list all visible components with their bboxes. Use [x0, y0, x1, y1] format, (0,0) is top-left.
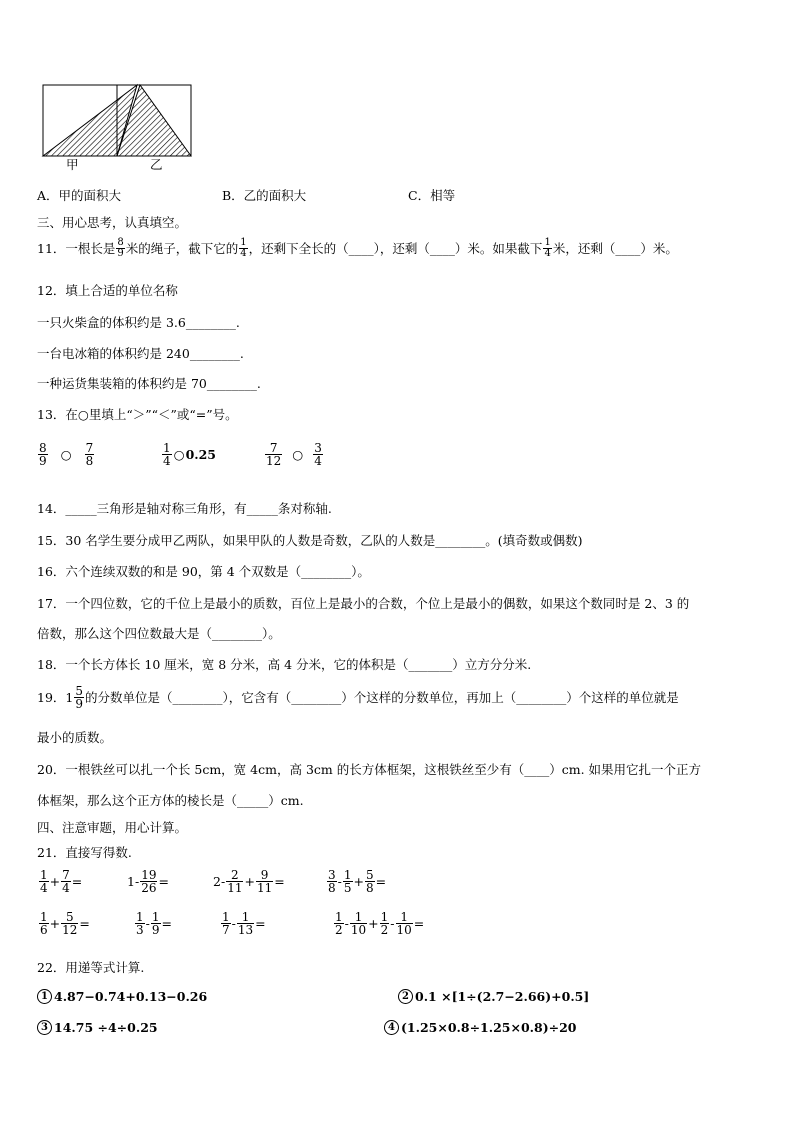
fraction-1-4: $\frac{1}{4}$: [240, 237, 247, 259]
question-20-line-1: 20．一根铁丝可以扎一个长 5cm，宽 4cm，高 3cm 的长方体框架，这根铁丝至少有（____）cm. 如果用它扎一个正方: [37, 762, 702, 777]
compare-circle[interactable]: ○: [173, 447, 185, 462]
question-12-line-1: 一只火柴盒的体积约是 3.6________.: [37, 315, 240, 330]
calc-item-2: 2 0.1 ×[1÷(2.7−2.66)+0.5]: [398, 989, 589, 1004]
expr-6: $\frac{1}{3}$ - $\frac{1}{9}$ =: [136, 910, 172, 937]
compare-circle[interactable]: ○: [60, 447, 72, 462]
question-21-title: 21．直接写得数.: [37, 845, 132, 860]
compare-2: $\frac{1}{4}$ ○ 0.25: [163, 441, 217, 468]
question-12-title: 12．填上合适的单位名称: [37, 283, 178, 298]
expr-8: $\frac{1}{2}$ - $\frac{1}{10}$ + $\frac{1}{2}$ - $\frac{1}{10}$ =: [335, 910, 425, 937]
question-19-line-2: 最小的质数。: [37, 730, 113, 745]
figure-label-jia: 甲: [66, 157, 79, 172]
expr-3: 2- $\frac{2}{11}$ + $\frac{9}{11}$ =: [213, 868, 285, 895]
figure-label-yi: 乙: [150, 157, 163, 172]
expr-1: $\frac{1}{4}$ + $\frac{7}{4}$ =: [40, 868, 83, 895]
compare-circle[interactable]: ○: [292, 447, 304, 462]
question-13-title: 13．在○里填上“＞”“＜”或“=”号。: [37, 407, 238, 422]
expr-7: $\frac{1}{7}$ - $\frac{1}{13}$ =: [222, 910, 266, 937]
calc-item-3: 3 14.75 ÷4÷0.25: [37, 1020, 158, 1035]
question-15: 15．30 名学生要分成甲乙两队，如果甲队的人数是奇数，乙队的人数是________。(填奇数或偶数): [37, 533, 583, 548]
question-17-line-2: 倍数，那么这个四位数最大是（________）。: [37, 626, 281, 641]
option-c[interactable]: C．相等: [408, 188, 456, 203]
question-22-title: 22．用递等式计算.: [37, 960, 145, 975]
section-three-heading: 三、用心思考，认真填空。: [37, 215, 188, 230]
expr-5: $\frac{1}{6}$ + $\frac{5}{12}$ =: [40, 910, 90, 937]
question-20-line-2: 体框架，那么这个正方体的棱长是（_____）cm.: [37, 793, 304, 808]
section-four-heading: 四、注意审题，用心计算。: [37, 820, 188, 835]
circled-number-4: 4: [384, 1020, 399, 1035]
expr-2: 1- $\frac{19}{26}$ =: [127, 868, 169, 895]
compare-1: $\frac{8}{9}$ ○ $\frac{7}{8}$: [39, 441, 94, 468]
fraction-1-4-second: $\frac{1}{4}$: [544, 237, 551, 259]
calc-item-1: 1 4.87−0.74+0.13−0.26: [37, 989, 207, 1004]
fraction-5-9: $\frac{5}{9}$: [75, 684, 83, 711]
question-17-line-1: 17．一个四位数，它的千位上是最小的质数，百位上是最小的合数，个位上是最小的偶数，如果这个数同时是 2、3 的: [37, 596, 690, 611]
circled-number-2: 2: [398, 989, 413, 1004]
question-19: 19． 1 $\frac{5}{9}$ 的分数单位是（________），它含有（________）个这样的分数单位，再加上（________）个这样的单位就是: [37, 684, 679, 711]
option-b[interactable]: B．乙的面积大: [222, 188, 307, 203]
fraction-8-9: $\frac{8}{9}$: [117, 237, 124, 259]
circled-number-1: 1: [37, 989, 52, 1004]
calc-item-4: 4 (1.25×0.8÷1.25×0.8)÷20: [384, 1020, 577, 1035]
option-a[interactable]: A．甲的面积大: [37, 188, 122, 203]
compare-3: $\frac{7}{12}$ ○ $\frac{3}{4}$: [266, 441, 322, 468]
question-12-line-3: 一种运货集装箱的体积约是 70________.: [37, 376, 261, 391]
question-16: 16．六个连续双数的和是 90，第 4 个双数是（________）。: [37, 564, 370, 579]
expr-4: $\frac{3}{8}$ - $\frac{1}{5}$ + $\frac{5}{8}$ =: [328, 868, 387, 895]
question-18: 18．一个长方体长 10 厘米，宽 8 分米，高 4 分米，它的体积是（_______）立方分分米.: [37, 657, 532, 672]
area-comparison-figure: [40, 82, 195, 172]
question-11: 11．一根长是 $\frac{8}{9}$ 米的绳子，截下它的 $\frac{1}{4}$ ，还剩下全长的（____），还剩（____）米。如果截下 $\frac{1}{4}$ 米，还剩（____）米。: [37, 237, 678, 259]
question-14: 14．_____三角形是轴对称三角形，有_____条对称轴.: [37, 501, 332, 516]
circled-number-3: 3: [37, 1020, 52, 1035]
question-12-line-2: 一台电冰箱的体积约是 240________.: [37, 346, 244, 361]
